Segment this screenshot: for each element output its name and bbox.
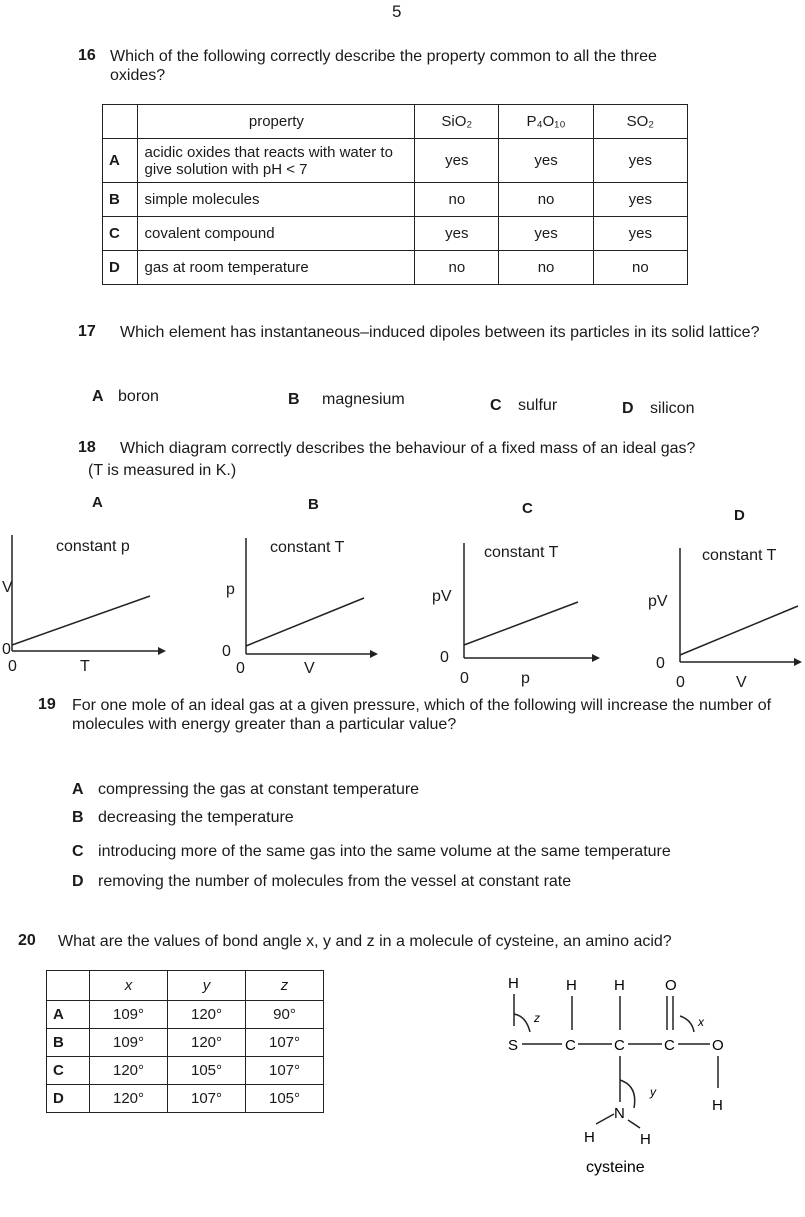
- graph-b-line: [246, 598, 364, 646]
- row-letter: B: [47, 1029, 90, 1057]
- row-letter: B: [103, 183, 138, 217]
- row-letter: D: [103, 251, 138, 285]
- option-text: sulfur: [518, 397, 558, 414]
- q16-header-so2: SO₂: [593, 105, 687, 139]
- q16-header-empty: [103, 105, 138, 139]
- row-letter: C: [47, 1057, 90, 1085]
- page-number: 5: [392, 2, 402, 21]
- row-z: 105°: [246, 1085, 324, 1113]
- option-letter: B: [72, 809, 84, 826]
- q17-option-a: [92, 387, 159, 406]
- graph-b-letter: B: [308, 496, 319, 513]
- table-row: [47, 1085, 324, 1113]
- row-property: covalent compound: [138, 217, 415, 251]
- graph-d-x-arrow: [794, 658, 802, 666]
- graph-a-letter: A: [92, 494, 103, 511]
- row-x: 109°: [90, 1001, 168, 1029]
- q19-option-c: [72, 842, 671, 861]
- q16-header-p4o10: P₄O₁₀: [499, 105, 593, 139]
- row-z: 107°: [246, 1057, 324, 1085]
- atom-c: C: [614, 1037, 625, 1054]
- option-letter: A: [72, 781, 84, 798]
- graph-c-condition: constant T: [484, 544, 559, 561]
- row-z: 107°: [246, 1029, 324, 1057]
- q17-number: 17: [78, 323, 96, 340]
- q18-text: Which diagram correctly describes the behaviour of a fixed mass of an ideal gas?: [120, 440, 696, 457]
- q19-option-b: [72, 808, 294, 827]
- graph-b-origin-y: 0: [222, 643, 231, 660]
- table-row: [47, 1029, 324, 1057]
- graph-a-ylabel: V: [2, 579, 13, 596]
- graph-a-origin-y: 0: [2, 641, 11, 658]
- row-y: 120°: [168, 1001, 246, 1029]
- q19-text: For one mole of an ideal gas at a given pressure, which of the following will increase the number of molecules with energy greater than a particular value?: [72, 697, 772, 733]
- graph-a-x-arrow: [158, 647, 166, 655]
- q20-header-z: z: [246, 971, 324, 1001]
- q20-header-x: x: [90, 971, 168, 1001]
- row-property: acidic oxides that reacts with water to give solution with pH < 7: [138, 139, 415, 183]
- option-text: compressing the gas at constant temperature: [98, 781, 420, 798]
- option-letter: D: [72, 873, 84, 890]
- row-sio2: yes: [415, 217, 499, 251]
- row-p4o10: yes: [499, 217, 593, 251]
- graph-d-origin-x: 0: [676, 674, 685, 691]
- row-sio2: yes: [415, 139, 499, 183]
- atom-s: S: [508, 1037, 519, 1054]
- row-sio2: no: [415, 251, 499, 285]
- q19-number: 19: [38, 696, 56, 713]
- graph-c-xlabel: p: [521, 670, 530, 687]
- graph-a-xlabel: T: [80, 658, 90, 675]
- atom-c: C: [565, 1037, 576, 1054]
- row-so2: yes: [593, 217, 687, 251]
- row-so2: yes: [593, 183, 687, 217]
- q20-number: 20: [18, 932, 36, 949]
- row-property: gas at room temperature: [138, 251, 415, 285]
- graph-b-origin-x: 0: [236, 660, 245, 677]
- option-text: boron: [118, 388, 159, 405]
- row-p4o10: yes: [499, 139, 593, 183]
- row-x: 120°: [90, 1085, 168, 1113]
- atom-n: N: [614, 1105, 625, 1122]
- row-letter: A: [47, 1001, 90, 1029]
- row-z: 90°: [246, 1001, 324, 1029]
- row-so2: no: [593, 251, 687, 285]
- row-y: 107°: [168, 1085, 246, 1113]
- q20-header-empty: [47, 971, 90, 1001]
- atom-h: H: [640, 1131, 651, 1148]
- row-letter: C: [103, 217, 138, 251]
- angle-y-arc: [620, 1080, 635, 1108]
- cysteine-structure: [490, 968, 750, 1178]
- graph-c-origin-y: 0: [440, 649, 449, 666]
- graph-c-origin-x: 0: [460, 670, 469, 687]
- graph-c-plot: [450, 535, 610, 670]
- angle-z-arc: [514, 1014, 530, 1032]
- table-row: [103, 217, 688, 251]
- option-letter: C: [72, 843, 84, 860]
- row-y: 120°: [168, 1029, 246, 1057]
- row-p4o10: no: [499, 183, 593, 217]
- atom-h: H: [712, 1097, 723, 1114]
- q17-option-c: [490, 396, 557, 415]
- graph-a-line: [12, 596, 150, 645]
- graph-d-condition: constant T: [702, 547, 777, 564]
- graph-c-x-arrow: [592, 654, 600, 662]
- option-letter: C: [490, 397, 502, 414]
- row-so2: yes: [593, 139, 687, 183]
- q16-header-property: property: [138, 105, 415, 139]
- graph-d-origin-y: 0: [656, 655, 665, 672]
- angle-x-arc: [680, 1016, 694, 1032]
- bond: [628, 1120, 640, 1128]
- atom-c: C: [664, 1037, 675, 1054]
- angle-y-label: y: [650, 1085, 656, 1099]
- atom-h: H: [508, 975, 519, 992]
- graph-d-line: [680, 606, 798, 655]
- q20-table: [46, 970, 324, 1113]
- q20-text: What are the values of bond angle x, y and z in a molecule of cysteine, an amino acid?: [58, 933, 672, 950]
- angle-x-label: x: [698, 1015, 704, 1029]
- angle-z-label: z: [534, 1011, 540, 1025]
- option-text: introducing more of the same gas into the same volume at the same temperature: [98, 843, 671, 860]
- q16-text: Which of the following correctly describe the property common to all the three oxides?: [110, 48, 657, 84]
- option-text: magnesium: [322, 391, 405, 408]
- table-row: [103, 183, 688, 217]
- row-letter: D: [47, 1085, 90, 1113]
- table-row: [47, 1057, 324, 1085]
- atom-h: H: [566, 977, 577, 994]
- graph-a-origin-x: 0: [8, 658, 17, 675]
- q16-table: [102, 104, 688, 285]
- option-letter: B: [288, 391, 300, 408]
- option-letter: D: [622, 400, 634, 417]
- graph-b-xlabel: V: [304, 660, 315, 677]
- q16-header-sio2: SiO₂: [415, 105, 499, 139]
- graph-d-letter: D: [734, 507, 745, 524]
- row-property: simple molecules: [138, 183, 415, 217]
- q17-option-d: [622, 399, 694, 418]
- graph-b-ylabel: p: [226, 581, 235, 598]
- option-text: silicon: [650, 400, 695, 417]
- q19-option-a: [72, 780, 419, 799]
- graph-c-line: [464, 602, 578, 645]
- graph-d-xlabel: V: [736, 674, 747, 691]
- row-x: 109°: [90, 1029, 168, 1057]
- atom-o: O: [665, 977, 677, 994]
- graph-a-condition: constant p: [56, 538, 130, 555]
- row-y: 105°: [168, 1057, 246, 1085]
- atom-h: H: [584, 1129, 595, 1146]
- graph-c-ylabel: pV: [432, 588, 452, 605]
- graph-d-plot: [666, 540, 805, 670]
- q17-text: Which element has instantaneous–induced dipoles between its particles in its solid lattice?: [120, 324, 760, 341]
- q19-option-d: [72, 872, 571, 891]
- row-letter: A: [103, 139, 138, 183]
- graph-d-ylabel: pV: [648, 593, 668, 610]
- q20-header-y: y: [168, 971, 246, 1001]
- graph-a-plot: [0, 520, 170, 660]
- table-row: [103, 251, 688, 285]
- q18-number: 18: [78, 439, 96, 456]
- row-p4o10: no: [499, 251, 593, 285]
- q16-number: 16: [78, 47, 96, 64]
- table-row: [47, 1001, 324, 1029]
- atom-h: H: [614, 977, 625, 994]
- molecule-caption: cysteine: [586, 1159, 645, 1176]
- option-text: removing the number of molecules from the vessel at constant rate: [98, 873, 572, 890]
- row-sio2: no: [415, 183, 499, 217]
- bond: [596, 1114, 614, 1124]
- option-text: decreasing the temperature: [98, 809, 294, 826]
- graph-b-plot: [230, 530, 390, 660]
- graph-b-x-arrow: [370, 650, 378, 658]
- table-row: [103, 139, 688, 183]
- q17-option-b: [288, 390, 405, 409]
- row-x: 120°: [90, 1057, 168, 1085]
- q18-note: (T is measured in K.): [88, 462, 237, 479]
- atom-o: O: [712, 1037, 724, 1054]
- graph-b-condition: constant T: [270, 539, 345, 556]
- graph-c-letter: C: [522, 500, 533, 517]
- option-letter: A: [92, 388, 104, 405]
